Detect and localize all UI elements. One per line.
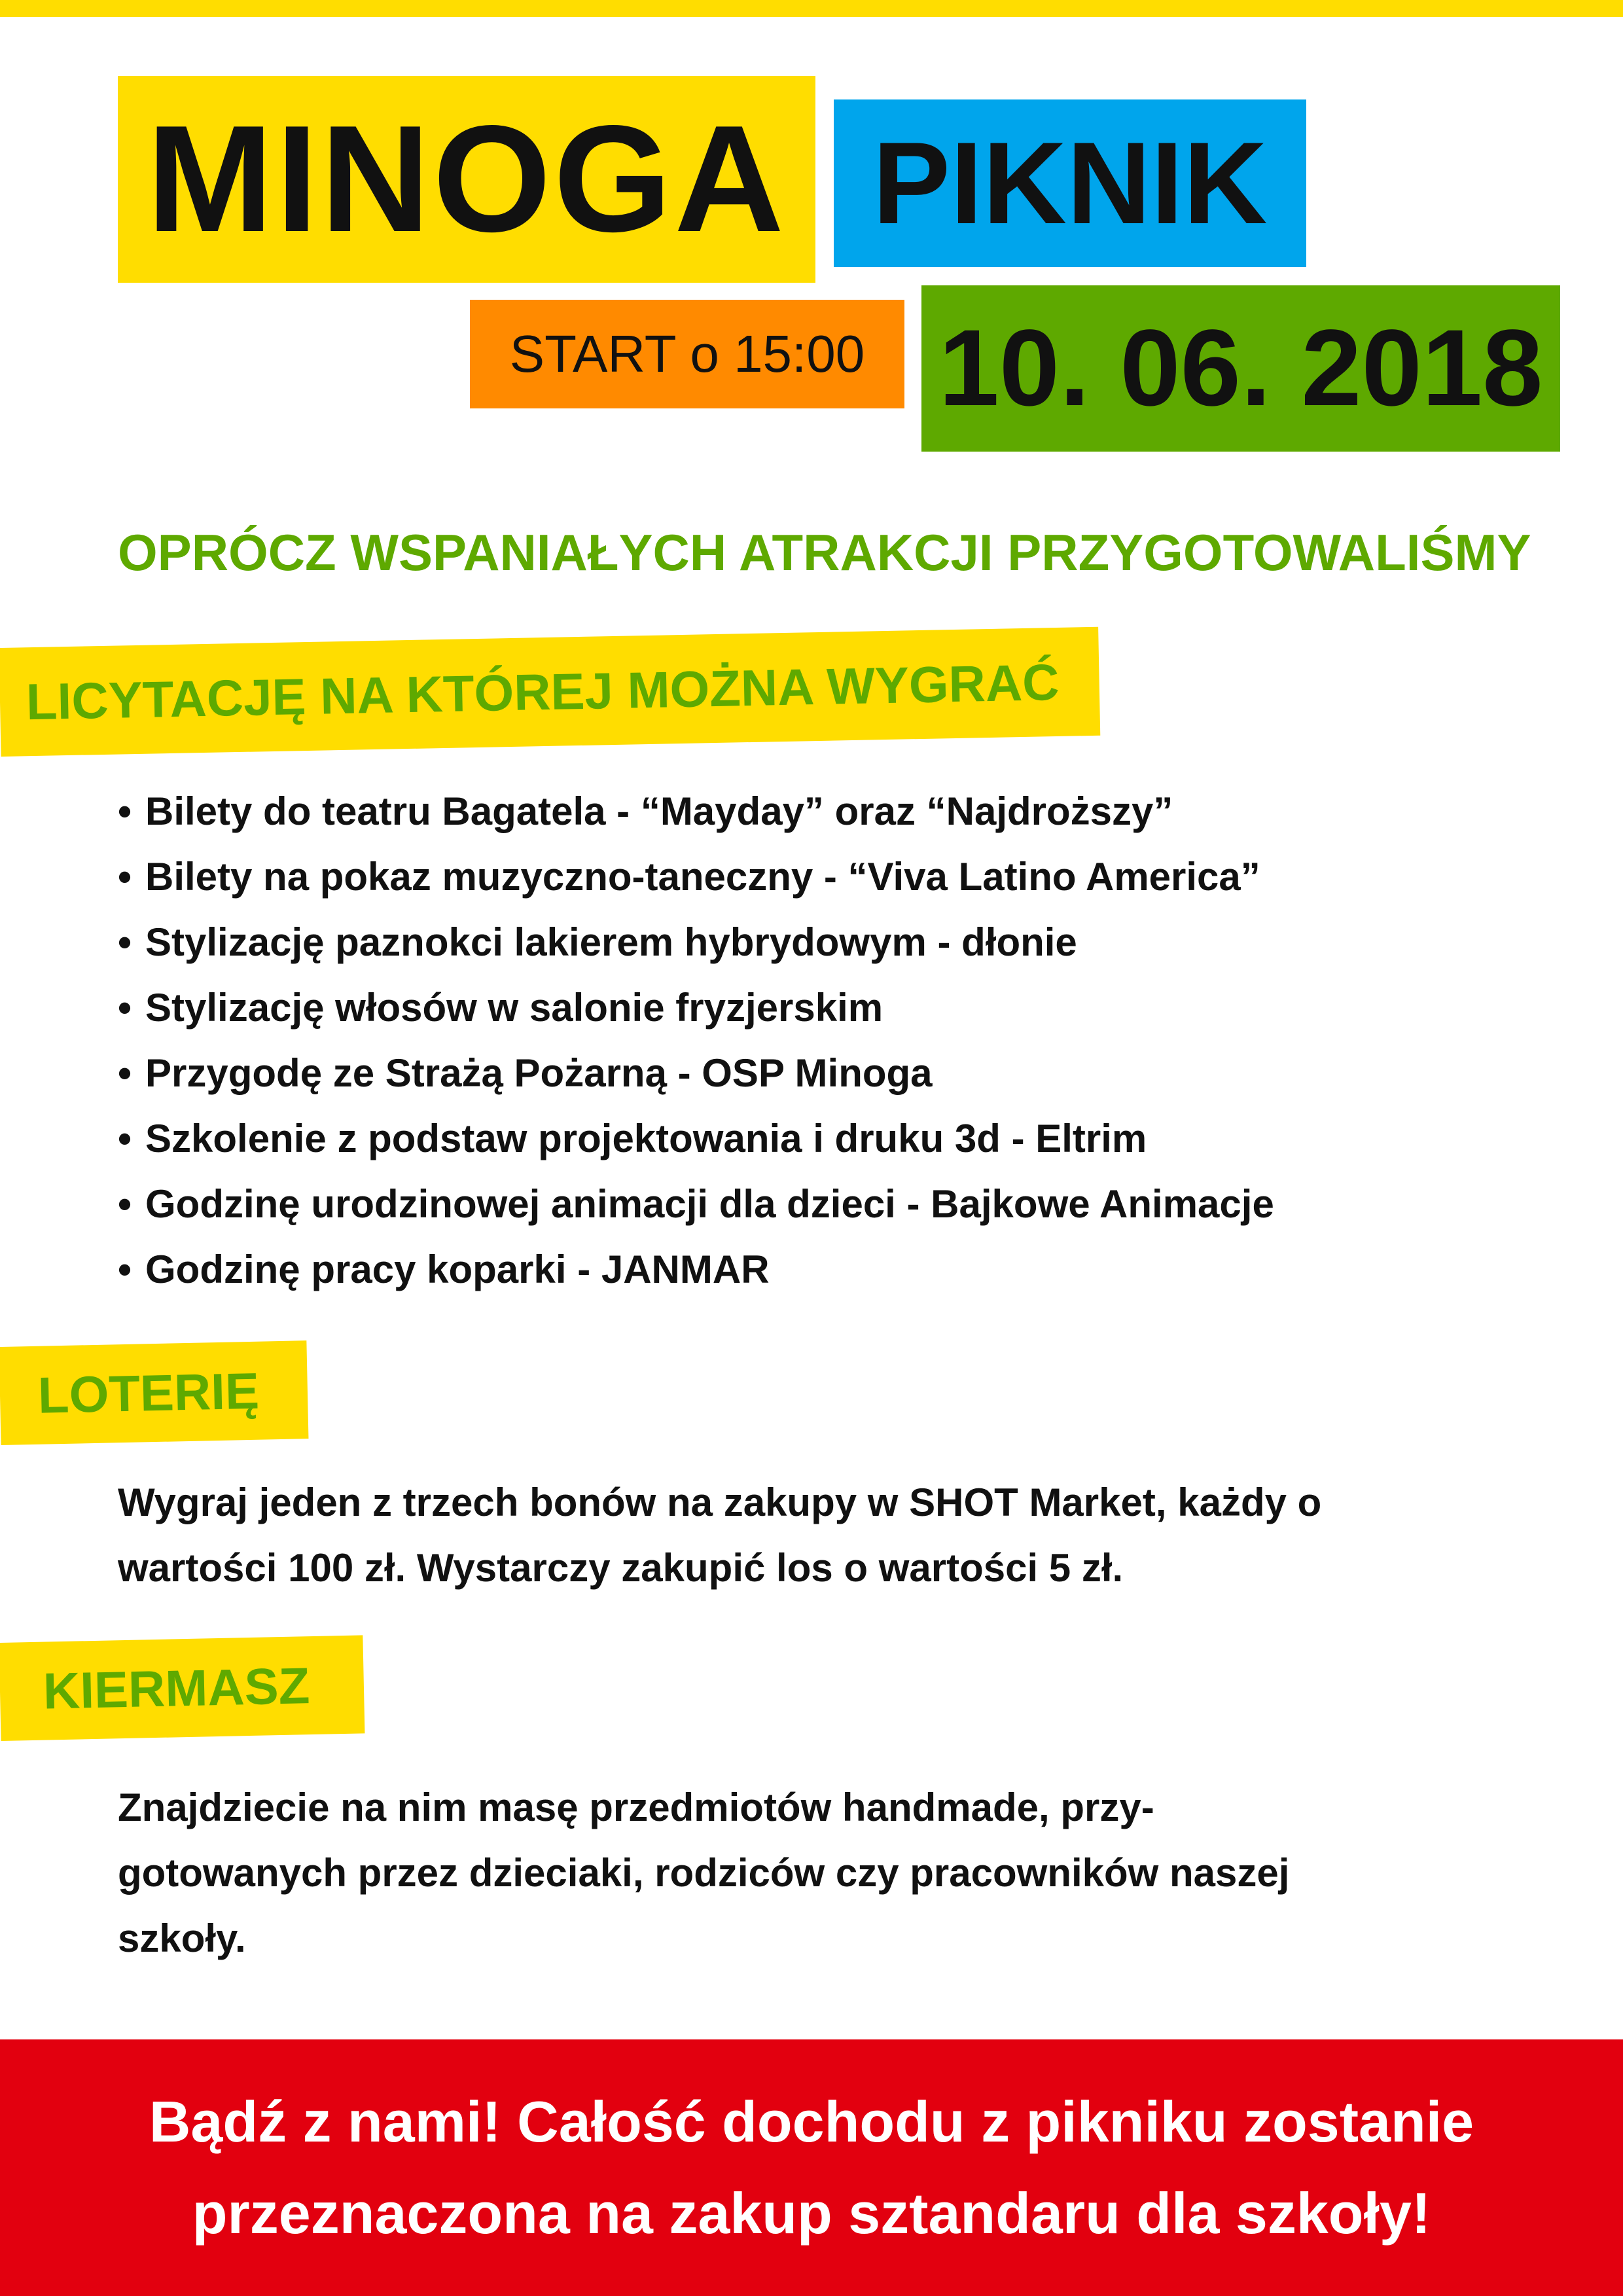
loterie-banner [0,1340,308,1445]
list-item [118,1106,1274,1172]
list-item-text: Przygodę ze Strażą Pożarną - OSP Minoga [145,1051,933,1095]
subtitle-box [834,99,1306,267]
list-item-text: Szkolenie z podstaw projektowania i druku 3d - Eltrim [145,1117,1147,1160]
loterie-line: Wygraj jeden z trzech bonów na zakupy w SHOT Market, każdy o [118,1480,1322,1524]
start-time-box [470,300,904,408]
bullet: • [118,1051,132,1095]
footer-line: Bądź z nami! Całość dochodu z pikniku zostanie [149,2089,1474,2154]
loterie-description [118,1470,1512,1601]
event-title: MINOGA [147,94,787,264]
start-time: START o 15:00 [509,325,865,383]
list-item [118,779,1274,844]
bullet: • [118,1247,132,1291]
footer-line: przeznaczona na zakup sztandaru dla szkoły! [192,2181,1431,2246]
kiermasz-line: gotowanych przez dzieciaki, rodziców czy pracowników naszej [118,1851,1290,1895]
event-date: 10. 06. 2018 [938,308,1543,429]
bullet: • [118,1182,132,1226]
bullet: • [118,920,132,964]
list-item [118,1237,1274,1302]
list-item [118,975,1274,1041]
kiermasz-heading: KIERMASZ [43,1657,311,1720]
list-item-text: Stylizację włosów w salonie fryzjerskim [145,986,883,1030]
kiermasz-line: Znajdziecie na nim masę przedmiotów handmade, przy- [118,1785,1154,1829]
bullet: • [118,789,132,833]
list-item-text: Godzinę pracy koparki - JANMAR [145,1247,770,1291]
intro-heading: OPRÓCZ WSPANIAŁYCH ATRAKCJI PRZYGOTOWALIŚMY [118,524,1531,581]
loterie-heading: LOTERIĘ [37,1361,260,1424]
list-item [118,910,1274,975]
licytacja-heading: LICYTACJĘ NA KTÓREJ MOŻNA WYGRAĆ [26,653,1060,731]
list-item [118,1041,1274,1106]
kiermasz-banner [0,1635,365,1741]
kiermasz-description [118,1775,1512,1971]
title-box [118,76,815,283]
licytacja-banner [0,627,1100,757]
list-item-text: Bilety na pokaz muzyczno-taneczny - “Viva Latino America” [145,855,1260,899]
event-subtitle: PIKNIK [872,118,1268,248]
kiermasz-line: szkoły. [118,1916,246,1960]
list-item [118,844,1274,910]
footer-banner [0,2039,1623,2296]
list-item-text: Godzinę urodzinowej animacji dla dzieci - Bajkowe Animacje [145,1182,1274,1226]
date-box [921,285,1560,452]
list-item-text: Stylizację paznokci lakierem hybrydowym - dłonie [145,920,1077,964]
bullet: • [118,855,132,899]
list-item-text: Bilety do teatru Bagatela - “Mayday” oraz “Najdroższy” [145,789,1173,833]
bullet: • [118,986,132,1030]
prize-list [118,779,1274,1302]
list-item [118,1172,1274,1237]
top-stripe [0,0,1623,17]
bullet: • [118,1117,132,1160]
loterie-line: wartości 100 zł. Wystarczy zakupić los o wartości 5 zł. [118,1546,1124,1590]
